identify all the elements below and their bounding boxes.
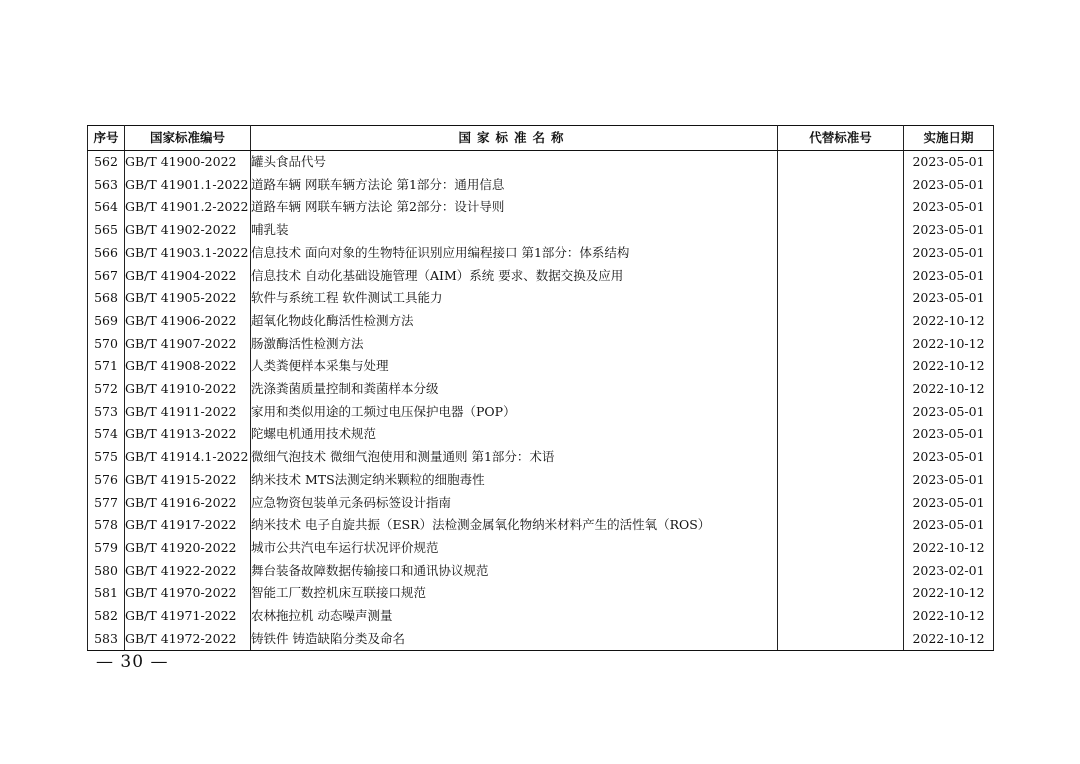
cell-no: 571 [88,355,125,378]
table-row [88,287,994,310]
cell-name: 应急物资包装单元条码标签设计指南 [251,492,778,515]
cell-date: 2023-05-01 [904,446,994,469]
cell-code: GB/T 41904-2022 [125,265,251,288]
cell-code: GB/T 41905-2022 [125,287,251,310]
cell-code: GB/T 41971-2022 [125,605,251,628]
cell-replaced [778,287,904,310]
cell-code: GB/T 41903.1-2022 [125,242,251,265]
cell-name: 微细气泡技术 微细气泡使用和测量通则 第1部分：术语 [251,446,778,469]
cell-date: 2022-10-12 [904,310,994,333]
cell-no: 572 [88,378,125,401]
table-row [88,446,994,469]
cell-code: GB/T 41900-2022 [125,151,251,174]
header-no: 序号 [88,126,125,151]
cell-name: 道路车辆 网联车辆方法论 第1部分：通用信息 [251,174,778,197]
table-row [88,514,994,537]
cell-no: 573 [88,401,125,424]
cell-no: 564 [88,196,125,219]
cell-code: GB/T 41916-2022 [125,492,251,515]
cell-replaced [778,401,904,424]
cell-no: 577 [88,492,125,515]
cell-replaced [778,174,904,197]
cell-code: GB/T 41910-2022 [125,378,251,401]
cell-replaced [778,242,904,265]
cell-date: 2023-02-01 [904,560,994,583]
table-row [88,423,994,446]
cell-name: 哺乳装 [251,219,778,242]
header-name: 国家标准名称 [251,126,778,151]
header-replaced: 代替标准号 [778,126,904,151]
cell-date: 2023-05-01 [904,469,994,492]
cell-code: GB/T 41901.1-2022 [125,174,251,197]
table-row [88,605,994,628]
cell-code: GB/T 41913-2022 [125,423,251,446]
cell-code: GB/T 41907-2022 [125,333,251,356]
cell-name: 肠激酶活性检测方法 [251,333,778,356]
cell-replaced [778,265,904,288]
cell-code: GB/T 41902-2022 [125,219,251,242]
cell-no: 567 [88,265,125,288]
cell-date: 2023-05-01 [904,287,994,310]
cell-no: 576 [88,469,125,492]
cell-code: GB/T 41970-2022 [125,582,251,605]
cell-code: GB/T 41908-2022 [125,355,251,378]
cell-date: 2022-10-12 [904,605,994,628]
table-row [88,196,994,219]
cell-no: 566 [88,242,125,265]
cell-name: 纳米技术 电子自旋共振（ESR）法检测金属氧化物纳米材料产生的活性氧（ROS） [251,514,778,537]
table-row [88,310,994,333]
table-row [88,265,994,288]
table-row [88,174,994,197]
header-code: 国家标准编号 [125,126,251,151]
cell-code: GB/T 41911-2022 [125,401,251,424]
cell-code: GB/T 41922-2022 [125,560,251,583]
standards-table [87,125,994,651]
cell-date: 2023-05-01 [904,492,994,515]
cell-replaced [778,628,904,651]
page-number: — 30 — [96,652,169,672]
table-row [88,537,994,560]
cell-no: 562 [88,151,125,174]
table-header [88,126,994,151]
cell-no: 568 [88,287,125,310]
cell-date: 2022-10-12 [904,333,994,356]
cell-date: 2023-05-01 [904,242,994,265]
cell-replaced [778,423,904,446]
cell-code: GB/T 41920-2022 [125,537,251,560]
cell-name: 陀螺电机通用技术规范 [251,423,778,446]
cell-date: 2023-05-01 [904,219,994,242]
cell-name: 罐头食品代号 [251,151,778,174]
cell-name: 超氧化物歧化酶活性检测方法 [251,310,778,333]
cell-replaced [778,151,904,174]
table-row [88,401,994,424]
cell-name: 城市公共汽电车运行状况评价规范 [251,537,778,560]
cell-name: 纳米技术 MTS法测定纳米颗粒的细胞毒性 [251,469,778,492]
table-row [88,242,994,265]
cell-code: GB/T 41915-2022 [125,469,251,492]
table-row [88,560,994,583]
cell-replaced [778,310,904,333]
table-row [88,151,994,174]
table-row [88,333,994,356]
table-row [88,219,994,242]
cell-no: 574 [88,423,125,446]
table-row [88,378,994,401]
cell-date: 2023-05-01 [904,514,994,537]
header-row [88,126,994,151]
cell-name: 铸铁件 铸造缺陷分类及命名 [251,628,778,651]
cell-no: 580 [88,560,125,583]
cell-date: 2023-05-01 [904,423,994,446]
cell-no: 582 [88,605,125,628]
cell-date: 2023-05-01 [904,151,994,174]
cell-replaced [778,492,904,515]
header-date: 实施日期 [904,126,994,151]
cell-name: 软件与系统工程 软件测试工具能力 [251,287,778,310]
cell-no: 578 [88,514,125,537]
cell-replaced [778,446,904,469]
cell-date: 2022-10-12 [904,537,994,560]
cell-date: 2023-05-01 [904,174,994,197]
cell-date: 2022-10-12 [904,355,994,378]
cell-replaced [778,219,904,242]
cell-replaced [778,469,904,492]
cell-replaced [778,605,904,628]
cell-no: 579 [88,537,125,560]
cell-no: 583 [88,628,125,651]
cell-no: 570 [88,333,125,356]
cell-name: 舞台装备故障数据传输接口和通讯协议规范 [251,560,778,583]
cell-replaced [778,537,904,560]
cell-no: 569 [88,310,125,333]
cell-name: 道路车辆 网联车辆方法论 第2部分：设计导则 [251,196,778,219]
cell-replaced [778,378,904,401]
cell-name: 农林拖拉机 动态噪声测量 [251,605,778,628]
table-body [88,151,994,651]
cell-code: GB/T 41901.2-2022 [125,196,251,219]
cell-code: GB/T 41972-2022 [125,628,251,651]
cell-date: 2022-10-12 [904,582,994,605]
cell-date: 2022-10-12 [904,378,994,401]
cell-no: 581 [88,582,125,605]
table-row [88,628,994,651]
table-row [88,492,994,515]
cell-code: GB/T 41906-2022 [125,310,251,333]
table-row [88,469,994,492]
cell-code: GB/T 41917-2022 [125,514,251,537]
cell-no: 565 [88,219,125,242]
cell-no: 563 [88,174,125,197]
cell-date: 2023-05-01 [904,401,994,424]
cell-replaced [778,196,904,219]
cell-replaced [778,582,904,605]
cell-replaced [778,514,904,537]
cell-name: 洗涤粪菌质量控制和粪菌样本分级 [251,378,778,401]
cell-date: 2023-05-01 [904,265,994,288]
cell-name: 信息技术 自动化基础设施管理（AIM）系统 要求、数据交换及应用 [251,265,778,288]
cell-name: 家用和类似用途的工频过电压保护电器（POP） [251,401,778,424]
cell-name: 信息技术 面向对象的生物特征识别应用编程接口 第1部分：体系结构 [251,242,778,265]
cell-date: 2022-10-12 [904,628,994,651]
cell-no: 575 [88,446,125,469]
table-row [88,582,994,605]
cell-code: GB/T 41914.1-2022 [125,446,251,469]
cell-replaced [778,560,904,583]
cell-name: 智能工厂数控机床互联接口规范 [251,582,778,605]
table-row [88,355,994,378]
cell-replaced [778,355,904,378]
cell-replaced [778,333,904,356]
cell-date: 2023-05-01 [904,196,994,219]
cell-name: 人类粪便样本采集与处理 [251,355,778,378]
